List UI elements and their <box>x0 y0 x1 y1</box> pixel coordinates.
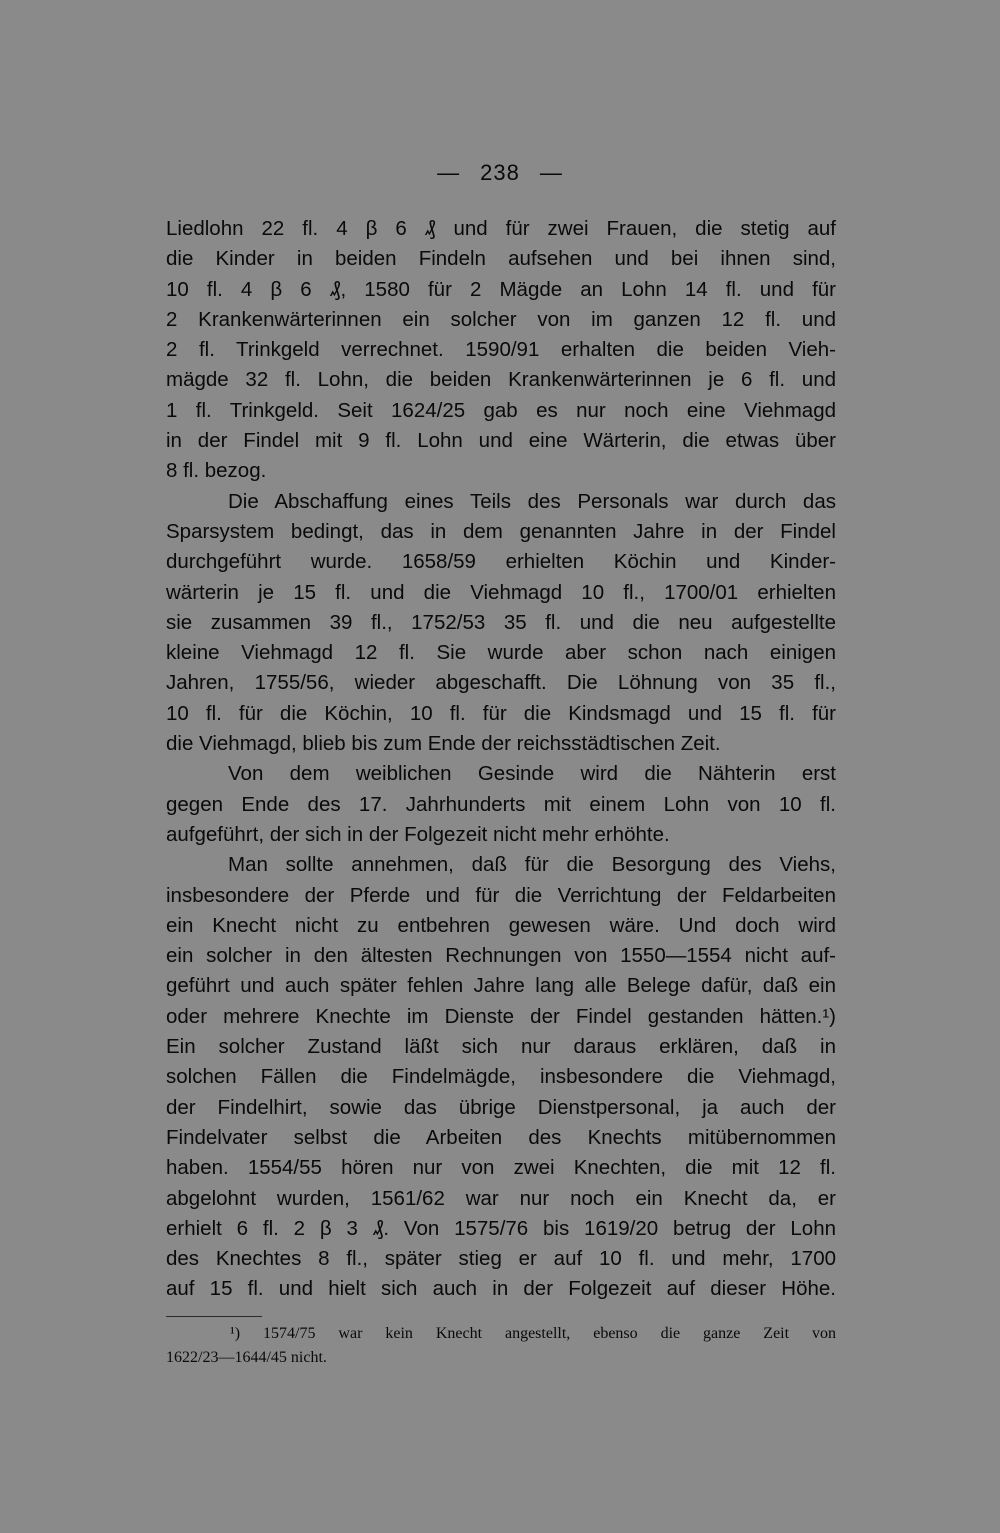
text-line: 10 fl. für die Köchin, 10 fl. für die Kindsmagd und 15 fl. für <box>166 701 836 725</box>
text-line: Die Abschaffung eines Teils des Personals war durch das <box>228 489 836 513</box>
footnote-line: 1622/23—1644/45 nicht. <box>166 1349 327 1366</box>
page-number-dash-left: — <box>437 160 461 185</box>
text-line: aufgeführt, der sich in der Folgezeit nicht mehr erhöhte. <box>166 822 670 846</box>
text-line: des Knechtes 8 fl., später stieg er auf 10 fl. und mehr, 1700 <box>166 1247 836 1271</box>
text-line: Sparsystem bedingt, das in dem genannten Jahre in der Findel <box>166 519 836 543</box>
page-number-dash-right: — <box>539 160 563 185</box>
text-line: Ein solcher Zustand läßt sich nur daraus erklären, daß in <box>166 1035 836 1059</box>
text-line: sie zusammen 39 fl., 1752/53 35 fl. und die neu aufgestellte <box>166 610 836 634</box>
footnote-divider <box>166 1316 262 1317</box>
text-line: 8 fl. bezog. <box>166 459 267 483</box>
text-line: 2 Krankenwärterinnen ein solcher von im ganzen 12 fl. und <box>166 307 836 331</box>
footnotes <box>166 1322 836 1370</box>
text-line: durchgeführt wurde. 1658/59 erhielten Köchin und Kinder- <box>166 550 836 574</box>
text-line: die Kinder in beiden Findeln aufsehen und bei ihnen sind, <box>166 247 836 271</box>
text-line: auf 15 fl. und hielt sich auch in der Folgezeit auf dieser Höhe. <box>166 1277 836 1301</box>
page-number-value: 238 <box>480 160 520 185</box>
text-line: Von dem weiblichen Gesinde wird die Nähterin erst <box>228 762 836 786</box>
text-line: erhielt 6 fl. 2 β 3 ₰. Von 1575/76 bis 1619/20 betrug der Lohn <box>166 1216 836 1240</box>
text-line: ein Knecht nicht zu entbehren gewesen wäre. Und doch wird <box>166 913 836 937</box>
text-line: wärterin je 15 fl. und die Viehmagd 10 fl., 1700/01 erhielten <box>166 580 836 604</box>
text-line: insbesondere der Pferde und für die Verrichtung der Feldarbeiten <box>166 883 836 907</box>
text-line: haben. 1554/55 hören nur von zwei Knechten, die mit 12 fl. <box>166 1156 836 1180</box>
page-number <box>0 160 1000 186</box>
text-line: der Findelhirt, sowie das übrige Dienstpersonal, ja auch der <box>166 1095 836 1119</box>
footnote-line: ¹) 1574/75 war kein Knecht angestellt, ebenso die ganze Zeit von <box>230 1325 836 1342</box>
text-line: Liedlohn 22 fl. 4 β 6 ₰ und für zwei Frauen, die stetig auf <box>166 217 836 240</box>
text-line: 1 fl. Trinkgeld. Seit 1624/25 gab es nur noch eine Viehmagd <box>166 398 836 422</box>
text-line: 10 fl. 4 β 6 ₰, 1580 für 2 Mägde an Lohn 14 fl. und für <box>166 277 836 301</box>
text-line: mägde 32 fl. Lohn, die beiden Krankenwärterinnen je 6 fl. und <box>166 368 836 392</box>
text-line: gegen Ende des 17. Jahrhunderts mit einem Lohn von 10 fl. <box>166 792 836 816</box>
text-line: Man sollte annehmen, daß für die Besorgung des Viehs, <box>228 853 836 877</box>
text-line: ein solcher in den ältesten Rechnungen von 1550—1554 nicht auf- <box>166 944 836 968</box>
text-line: 2 fl. Trinkgeld verrechnet. 1590/91 erhalten die beiden Vieh- <box>166 338 836 362</box>
text-line: solchen Fällen die Findelmägde, insbesondere die Viehmagd, <box>166 1065 836 1089</box>
text-line: die Viehmagd, blieb bis zum Ende der reichsstädtischen Zeit. <box>166 732 721 756</box>
text-line: in der Findel mit 9 fl. Lohn und eine Wärterin, die etwas über <box>166 429 836 453</box>
text-line: abgelohnt wurden, 1561/62 war nur noch ein Knecht da, er <box>166 1186 836 1210</box>
text-line: Findelvater selbst die Arbeiten des Knechts mitübernommen <box>166 1125 836 1149</box>
text-line: Jahren, 1755/56, wieder abgeschafft. Die Löhnung von 35 fl., <box>166 671 836 695</box>
text-line: kleine Viehmagd 12 fl. Sie wurde aber schon nach einigen <box>166 641 836 665</box>
body-text <box>166 214 836 1305</box>
text-line: oder mehrere Knechte im Dienste der Findel gestanden hätten.¹) <box>166 1004 836 1028</box>
text-line: geführt und auch später fehlen Jahre lang alle Belege dafür, daß ein <box>166 974 836 998</box>
